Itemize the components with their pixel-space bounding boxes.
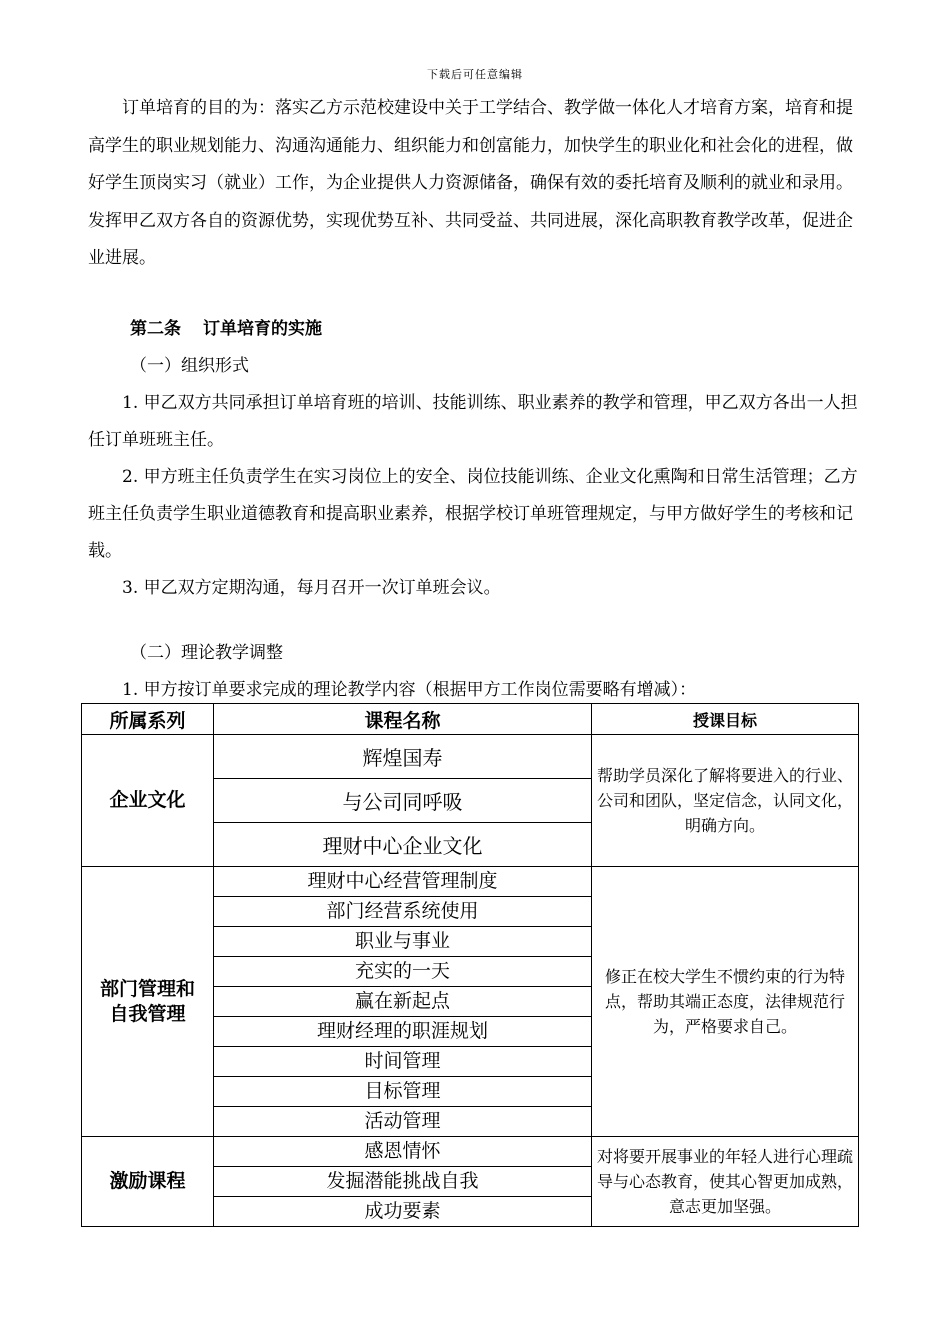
course-cell: 成功要素 (214, 1197, 592, 1227)
section2-item-1: 1. 甲方按订单要求完成的理论教学内容（根据甲方工作岗位需要略有增减）： (122, 679, 697, 700)
goal-cell: 对将要开展事业的年轻人进行心理疏导与心态教育，使其心智更加成熟，意志更加坚强。 (592, 1137, 859, 1227)
course-cell: 活动管理 (214, 1107, 592, 1137)
document-body (88, 90, 858, 709)
goal-cell: 修正在校大学生不惯约束的行为特点，帮助其端正态度，法律规范行为，严格要求自己。 (592, 867, 859, 1137)
category-line: 部门管理和 (99, 977, 195, 1000)
course-cell: 时间管理 (214, 1047, 592, 1077)
course-cell: 理财经理的职涯规划 (214, 1017, 592, 1047)
table-row (82, 867, 859, 897)
goal-cell: 帮助学员深化了解将要进入的行业、公司和团队，坚定信念，认同文化，明确方向。 (592, 735, 859, 867)
table-row (82, 1137, 859, 1167)
section1-title: （一）组织形式 (130, 355, 249, 376)
course-cell: 感恩情怀 (214, 1137, 592, 1167)
article-title: 订单培育的实施 (203, 318, 322, 339)
article-heading (130, 311, 858, 348)
course-cell: 部门经营系统使用 (214, 897, 592, 927)
course-cell: 发掘潜能挑战自我 (214, 1167, 592, 1197)
section1-item-2: 2. 甲方班主任负责学生在实习岗位上的安全、岗位技能训练、企业文化熏陶和日常生活管理；乙方班主任负责学生职业道德教育和提高职业素养，根据学校订单班管理规定，与甲方做好学生的考核和记载。 (88, 466, 858, 561)
article-number: 第二条 (130, 318, 181, 339)
header-category: 所属系列 (82, 704, 214, 735)
course-cell: 与公司同呼吸 (214, 779, 592, 823)
header-note: 下载后可任意编辑 (427, 68, 523, 81)
course-cell: 职业与事业 (214, 927, 592, 957)
category-line: 自我管理 (109, 1002, 186, 1025)
course-cell: 辉煌国寿 (214, 735, 592, 779)
intro-paragraph: 订单培育的目的为：落实乙方示范校建设中关于工学结合、教学做一体化人才培育方案，培育和提高学生的职业规划能力、沟通沟通能力、组织能力和创富能力，加快学生的职业化和社会化的进程，做好学生顶岗实习（就业）工作，为企业提供人力资源储备，确保有效的委托培育及顺利的就业和录用。发挥甲乙双方各自的资源优势，实现优势互补、共同受益、共同进展，深化高职教育教学改革，促进企业进展。 (88, 98, 853, 268)
section1-item-1: 1. 甲乙双方共同承担订单培育班的培训、技能训练、职业素养的教学和管理，甲乙双方各出一人担任订单班班主任。 (88, 392, 858, 450)
section2-title: （二）理论教学调整 (130, 642, 283, 663)
course-cell: 目标管理 (214, 1077, 592, 1107)
course-cell: 赢在新起点 (214, 987, 592, 1017)
category-cell: 企业文化 (82, 735, 214, 867)
course-cell: 理财中心经营管理制度 (214, 867, 592, 897)
course-cell: 理财中心企业文化 (214, 823, 592, 867)
header-course: 课程名称 (214, 704, 592, 735)
course-cell: 充实的一天 (214, 957, 592, 987)
section1-item-3: 3. 甲乙双方定期沟通，每月召开一次订单班会议。 (122, 577, 501, 598)
category-cell (82, 867, 214, 1137)
course-table (81, 703, 859, 1227)
header-goal: 授课目标 (592, 704, 859, 735)
category-cell: 激励课程 (82, 1137, 214, 1227)
table-header-row (82, 704, 859, 735)
table-row (82, 735, 859, 779)
